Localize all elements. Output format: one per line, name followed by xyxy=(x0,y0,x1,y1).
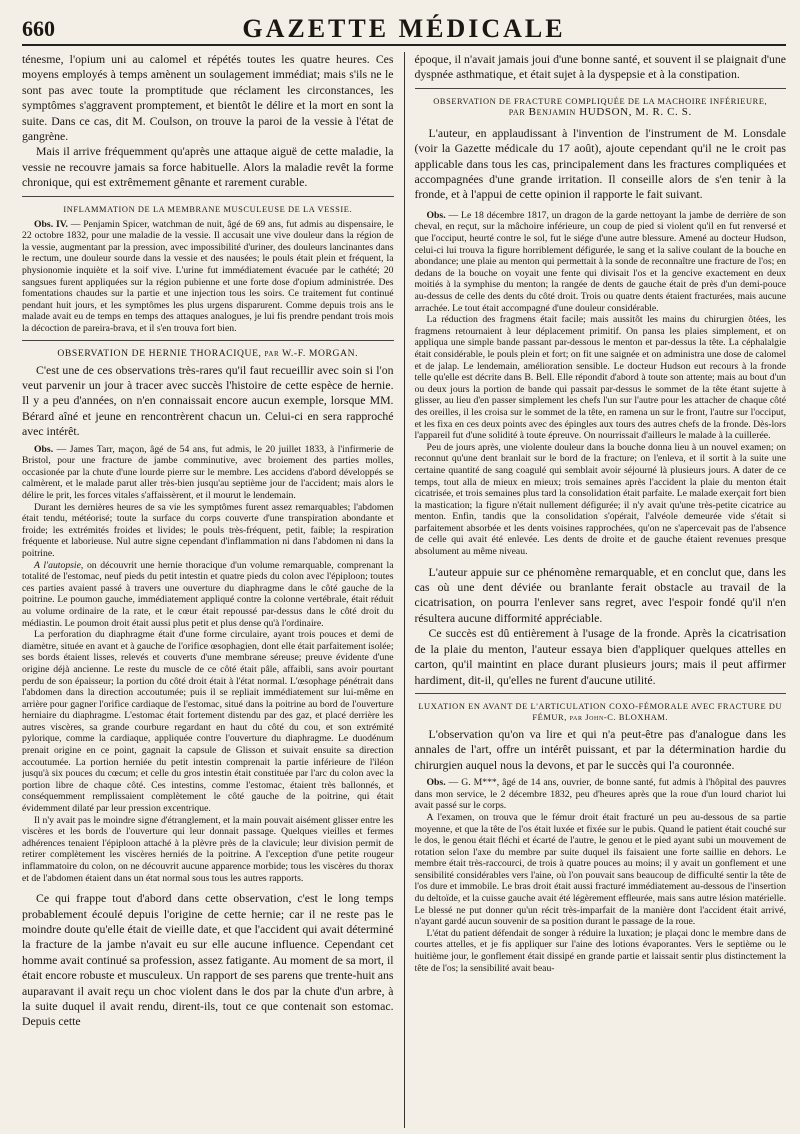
observation-label: Obs. xyxy=(426,777,446,789)
divider xyxy=(22,340,394,341)
right-column xyxy=(415,52,787,1128)
observation xyxy=(415,777,787,812)
divider xyxy=(22,196,394,197)
paragraph: L'observation qu'on va lire et qui n'a peut-être pas d'analogue dans les annales de l'art, offre un intérêt puissant, et par la détermination hardie du chirurgien auquel nous la devons, et par le succès qui l'a couronnée. xyxy=(414,726,787,772)
section-title: OBSERVATION DE FRACTURE COMPLIQUÉE DE LA MACHOIRE INFÉRIEURE, xyxy=(433,96,768,106)
paragraph: C'est une de ces observations très-rares qu'il faut recueillir avec soin si l'on veut parvenir un jour à tracer avec succès l'histoire de cette espèce de hernie. Il y a peu d'années, on n'en connaissait encore aucun exemple, lorsque MM. Bérard aîné et jeune en rencontrèrent chacun un. Celui-ci en sera rapproché avec intérêt. xyxy=(22,362,394,439)
paragraph: Ce succès est dû entièrement à l'usage de la fronde. Après la cicatrisation de la plaie du menton, l'auteur essaya bien d'appliquer quelques attelles en carton, qu'il maintint en place durant plusieurs jours; mais il peut affirmer hardiment, dit-il, qu'elles ne furent d'aucune utilité. xyxy=(414,626,787,687)
paragraph: L'auteur appuie sur ce phénomène remarquable, et en conclut que, dans les cas où une dent déviée ou branlante ferait obstacle au travail de la cicatrisation, on pourra l'enlever sans regret, avec l'espoir fondé qu'il n'en résultera aucune difformité appréciable. xyxy=(414,564,787,625)
section-author: par John-C. BLOXHAM. xyxy=(569,712,669,722)
paragraph: époque, il n'avait jamais joui d'une bonne santé, et souvent il se plaignait d'une dyspnée asthmatique, et était sujet à la dyspepsie et à la constipation. xyxy=(414,52,787,82)
section-author: par W.-F. MORGAN. xyxy=(264,347,359,359)
running-header xyxy=(22,14,786,46)
paragraph: L'auteur, en applaudissant à l'invention de l'instrument de M. Lonsdale (voir la Gazette médicale du 17 août), ajoute cependant qu'il ne le croit pas applicable dans tous les cas, principalement dans les fractures compliquées et accompagnées d'une grande irritation. Il conseille alors de s'en tenir à la fronde, et à l'appui de cette opinion il rapporte le fait suivant. xyxy=(414,125,787,202)
paragraph: Durant les dernières heures de sa vie les symptômes furent assez remarquables; l'abdomen était tendu, météorisé; toute la surface du corps couverte d'une transpiration abondante et froide; les extrémités froides et livides; le pouls très-fréquent, petit, faible; la respiration fréquente et laborieuse. Nul autre signe cependant d'inflammation ni dans l'abdomen ni dans la poitrine. xyxy=(22,501,394,559)
section-title: LUXATION EN AVANT DE L'ARTICULATION COXO-FÉMORALE AVEC FRACTURE DU FÉMUR, xyxy=(418,701,783,722)
observation-text: — James Tarr, maçon, âgé de 54 ans, fut admis, le 20 juillet 1833, à l'infirmerie de Bristol, pour une fracture de jambe comminutive, avec broiement des parties molles, occasionée par la chute d'une lourde pierre sur le membre. Les accidens d'abord développés se calmèrent, et le malade parut aller très-bien jusqu'au septième jour de l'accident; mais alors le délire le prit, les forces vitales s'affaissèrent, et il mourut le lendemain. xyxy=(22,443,394,501)
autopsie-label: A l'autopsie, xyxy=(34,559,84,571)
section-heading xyxy=(22,348,394,359)
paragraph-text: on découvrit une hernie thoracique d'un volume remarquable, comprenant la totalité de l'estomac, neuf pieds du petit intestin et quatre pieds du colon avec l'épiploon; toutes ces parties avaient passé à travers une ouverture du diaphragme dans le côté gauche de la poitrine. Le poumon gauche, immédiatement appliqué contre la colonne vertébrale, était réduit au volume ordinaire de la rate, et le cœur était repoussé par-dessus dans le côté droit du médiastin. Le poumon droit était aussi plus petit et plus dense qu'à l'ordinaire. xyxy=(22,559,394,629)
observation xyxy=(22,444,394,502)
observation-label: Obs. IV. xyxy=(34,218,68,230)
paragraph: A l'examen, on trouva que le fémur droit était fracturé un peu au-dessous de sa partie moyenne, et que la tête de l'os était luxée et fixée sur le pubis. Quand le patient était couché sur le dos, le genou était fléchi et écarté de l'autre, le genou et le pied ayant subi un mouvement de rotation selon l'axe du membre par suite duquel ils faisaient une forte saillie en dehors. Le membre était très-raccourci, de trois à quatre pouces au moins; il y avait un gonflement et une sensibilité considérables vers l'aine, où l'on pouvait sans beaucoup de difficulté sentir la tête de l'os dure et immobile. Le bras droit était aussi fracturé immédiatement au-dessous de l'insertion du deltoïde, et la cuisse gauche avait été légèrement effleurée, mais sans autre lésion matérielle. Le blessé ne put donner qu'un récit très-imparfait de la manière dont l'accident était arrivé, n'ayant gardé aucun souvenir de sa position durant le passage de la roue. xyxy=(414,811,787,928)
journal-title: GAZETTE MÉDICALE xyxy=(242,14,566,43)
section-author: par Benjamin HUDSON, M. R. C. S. xyxy=(508,105,692,118)
observation-label: Obs. xyxy=(426,209,446,221)
divider xyxy=(415,693,787,694)
column-rule xyxy=(404,52,405,1128)
paragraph: Ce qui frappe tout d'abord dans cette observation, c'est le long temps probablement écoulé depuis l'origine de cette hernie; car il ne reste pas le moindre doute qu'elle était de vieille date, et que l'accident qui avait déterminé la fracture de la jambe n'avait eu sur elle aucune influence. Cependant cet homme avait continué sa profession, assez fatigante. Au moment de sa mort, il était encore robuste et musculeux. Un rapport de ses parens que trente-huit ans auparavant il avait reçu un choc violent dans le dos par la chute d'un arbre, à la suite duquel il avait rendu, dirent-ils, tout ce que contenait son estomac. Depuis cette xyxy=(22,891,394,1029)
observation-text: — Penjamin Spicer, watchman de nuit, âgé de 69 ans, fut admis au dispensaire, le 22 octobre 1832, pour une maladie de la vessie. Il accusait une vive douleur dans la région de la vessie, augmentant par la pression, avec impossibilité d'uriner, des douleurs lancinantes dans le rectum, une douleur sourde dans la vessie et des nausées; le pouls était plein et fréquent, la physionomie inquiète et la soif vive. L'urine fut immédiatement évacuée par le cathété; 20 sangsues furent appliquées sur la région pubienne et une forte dose d'opium administrée. Des fomentations chaudes sur la partie et une injection tous les soirs. Ce traitement fut continué pendant huit jours, et les symptômes les plus urgens disparurent. Comme depuis trois ans le malade avait eu de temps en temps des attaques analogues, je lui fis prendre pendant trois mois la décoction de pareira-brava, et il s'en trouva fort bien. xyxy=(22,218,394,334)
paragraph: La réduction des fragmens était facile; mais aussitôt les mains du chirurgien ôtées, les fragmens retournaient à leur déplacement primitif. On pansa les plaies simplement, et on appliqua une simple bande passant par-dessous le menton et par-dessus la tête. La céphalalgie était considérable, le pouls plein et fort; on fit une saignée et on administra une dose de calomel et de jalap. Le lendemain, amélioration sensible. Le docteur Hudson eut recours à la fronde telle qu'elle est décrite dans B. Bell. Elle répondit d'abord à toute son attente; mais au bout d'un ou deux jours la portion de bande qui passait par-dessus le sommet de la tête étant sujette à glisser, au lieu d'en passer simplement les chefs l'un sur l'autre pour les attacher de chaque côté des oreilles, il les croisa sur le sommet de la tête, en ramena un sur le front, l'autre sur l'occiput, et les fixa en ces deux points avec des épingles aux tours des autres chefs de la fronde. Dès-lors l'appareil fut d'une solidité à toute épreuve. On nourrissait d'ailleurs le malade à la cuillerée. xyxy=(414,314,787,442)
paragraph: La perforation du diaphragme était d'une forme circulaire, ayant trois pouces et demi de diamètre, située en avant et à gauche de l'orifice œsophagien, dont elle était parfaitement isolée; ses bords étaient lisses, relevés et couverts d'une membrane séreuse; preuve évidente d'une origine déjà ancienne. Le reste du muscle de ce côté était pâle, affaibli, sans avoir pourtant perdu de son épaisseur; la portion du côté droit était à l'état normal. L'œsophage pénétrait dans l'abdomen dans la direction accoutumée; puis il se repliait immédiatement sur lui-même en arrière pour gagner l'orifice cardiaque de l'estomac, situé dans la poitrine au bord de l'ouverture herniaire du diaphragme. L'estomac était fortement distendu par des gaz, et placé derrière les autres viscères, sa grande courbure regardant en haut du côté du cou, et son extrémité pylorique, comme la cardiaque, appliquée contre l'ouverture du diaphragme. Le duodénum prenait origine en ce point, gagnait la capsule de Glisson et suivait ensuite sa direction accoutumée. La portion herniée du petit intestin comprenait la partie inférieure de l'iléon jusqu'à six pouces du cœcum; et celle du gros intestin était constituée par l'arc du colon avec la portion libre de chaque côté. Ces intestins, comme l'estomac, étaient très ballonnés, et conséquemment remplissaient complètement le côté gauche de la poitrine, qui était évidemment dilaté par leur pression excentrique. xyxy=(22,629,394,815)
paragraph: Peu de jours après, une violente douleur dans la bouche donna lieu à un nouvel examen; on reconnut qu'une dent branlait sur le bord de la fracture; on l'enleva, et il sortit à la suite une certaine quantité de sang coagulé qui semblait avoir séjourné là plusieurs jours. A dater de ce temps, tout alla de mieux en mieux; trois semaines après l'accident la plaie du menton était cicatrisée, et trois semaines plus tard la consolidation était parfaite. Le malade exerçait fort bien la mastication; la figure n'était nullement défigurée; il n'y avait qu'une très-petite cicatrice au menton. Enfin, tandis que la consolidation s'opérait, l'alvéole demeurée vide s'était si parfaitement absorbée et les dents voisines rapprochées, qu'on ne s'apercevait pas de l'absence de celle qui avait été enlevée. Les dents de droite et de gauche étaient revenues presque absolument au même niveau. xyxy=(414,441,787,558)
paragraph: ténesme, l'opium uni au calomel et répétés toutes les quatre heures. Ces moyens employés à temps amènent un soulagement immédiat; mais s'ils ne le sont pas avec toute la promptitude que réclament les circonstances, les symptômes s'aggravent promptement, et bientôt le délire et la mort en sont la suite. Dans ce cas, dit M. Coulson, on trouve la paroi de la vessie à l'état de gangrène. xyxy=(22,52,394,144)
two-column-body xyxy=(22,52,786,1128)
left-column xyxy=(22,52,394,1128)
observation-iv xyxy=(22,219,394,335)
paragraph: Mais il arrive fréquemment qu'après une attaque aiguë de cette maladie, la vessie ne recouvre jamais sa force habituelle. Alors la maladie revêt la forme chronique, qui est extrêmement gênante et rarement curable. xyxy=(22,144,394,190)
section-heading xyxy=(415,701,787,723)
section-title: OBSERVATION DE HERNIE THORACIQUE, xyxy=(57,347,262,359)
section-heading xyxy=(415,96,787,118)
paragraph: Il n'y avait pas le moindre signe d'étranglement, et la main pouvait aisément glisser entre les viscères et les bords de l'ouverture qui leur donnait passage. Quelques vieilles et fermes adhérences tenaient l'épiploon attaché à la plèvre près de la clavicule; leur division permit de retirer complètement les viscères herniés de la poitrine. A l'exception d'une petite rougeur inflammatoire du colon, on ne découvrit aucune apparence morbide; tous les viscères du thorax et de l'abdomen étaient dans un état normal sous tous les autres rapports. xyxy=(22,814,394,884)
divider xyxy=(415,88,787,89)
section-heading: INFLAMMATION DE LA MEMBRANE MUSCULEUSE DE LA VESSIE. xyxy=(63,204,353,214)
paragraph: L'état du patient défendait de songer à réduire la luxation; je plaçai donc le membre dans de courtes attelles, et je fis appliquer sur l'aine des lotions évaporantes. Vers le septième ou le huitième jour, le gonflement était dissipé en grande partie et laissait sentir plus distinctement la tête de l'os; la sensibilité avait beau- xyxy=(414,927,787,974)
page-number: 660 xyxy=(22,16,55,41)
observation-text: — Le 18 décembre 1817, un dragon de la garde nettoyant la jambe de derrière de son cheval, en reçut, sur la mâchoire inférieure, un coup de pied si violent qu'il en fut renversé et que l'occiput, heurté contre le sol, fut le siége d'une autre blessure. Amené au docteur Hudson, celui-ci lui trouva la figure horriblement défigurée, le sang et la salive coulant de la bouche en abondance; une plaie au menton qui permettait à la sonde de reconnaître une fracture de l'os; en dedans de la bouche on voyait une fente qui divisait l'os et la gencive exactement en deux moitiés à la symphise du menton; la rangée de dents de gauche était de près d'un demi-pouce au-dessus de celle des dents du côté droit. Trois ou quatre dents étaient fracturées, mais aucune arrachée. Le tout était accompagné d'une douleur considérable. xyxy=(414,209,787,314)
observation-label: Obs. xyxy=(34,443,54,455)
observation xyxy=(415,210,787,314)
paragraph xyxy=(22,560,394,630)
observation-text: — G. M***, âgé de 14 ans, ouvrier, de bonne santé, fut admis à l'hôpital des pauvres dans mon service, le 2 décembre 1832, peu d'heures après que la roue d'un lourd chariot lui avait passé sur le corps. xyxy=(414,777,787,812)
